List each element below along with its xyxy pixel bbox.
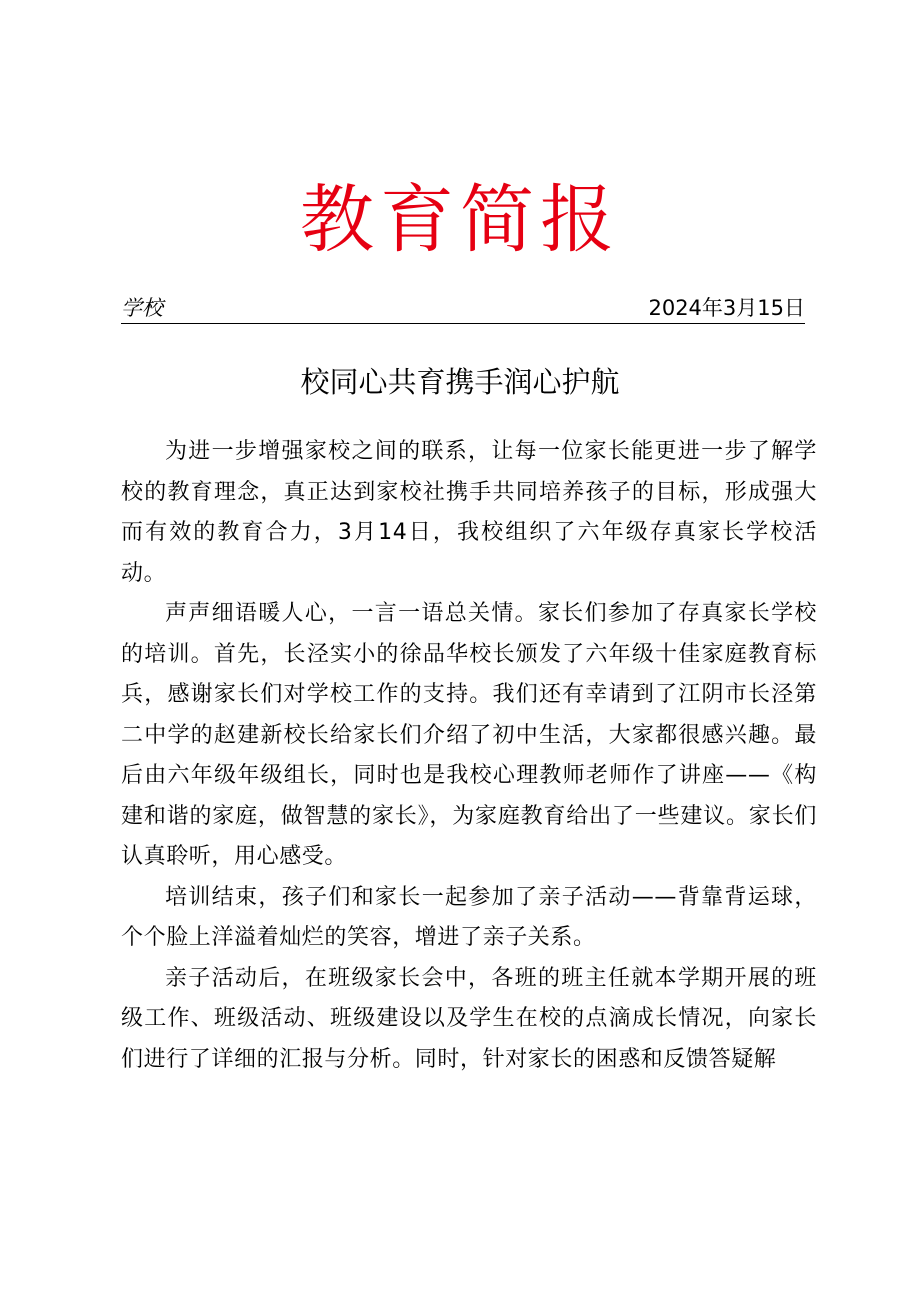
masthead-title: 教育简报	[300, 177, 620, 263]
paragraph-3: 培训结束，孩子们和家长一起参加了亲子活动——背靠背运球，个个脸上洋溢着灿烂的笑容，增进了亲子关系。	[121, 884, 817, 950]
paragraph-2: 声声细语暖人心，一言一语总关情。家长们参加了存真家长学校的培训。首先，长泾实小的徐品华校长颁发了六年级十佳家庭教育标兵，感谢家长们对学校工作的支持。我们还有幸请到了江阴市长泾第二中学的赵建新校长给家长们介绍了初中生活，大家都很感兴趣。最后由六年级年级组长，同时也是我校心理教师老师作了讲座——《构建和谐的家庭，做智慧的家长》，为家庭教育给出了一些建议。家长们认真聆听，用心感受。	[121, 601, 817, 869]
article-body	[121, 432, 817, 1080]
school-label: 学校	[121, 296, 163, 320]
info-line	[121, 293, 805, 324]
article-headline: 校同心共育携手润心护航	[300, 365, 620, 399]
issue-date: 2024年3月15日	[648, 296, 805, 320]
paragraph-1: 为进一步增强家校之间的联系，让每一位家长能更进一步了解学校的教育理念，真正达到家校社携手共同培养孩子的目标，形成强大而有效的教育合力，3月14日，我校组织了六年级存真家长学校活动。	[121, 439, 817, 586]
paragraph-4: 亲子活动后，在班级家长会中，各班的班主任就本学期开展的班级工作、班级活动、班级建设以及学生在校的点滴成长情况，向家长们进行了详细的汇报与分析。同时，针对家长的困惑和反馈答疑解	[121, 965, 817, 1072]
